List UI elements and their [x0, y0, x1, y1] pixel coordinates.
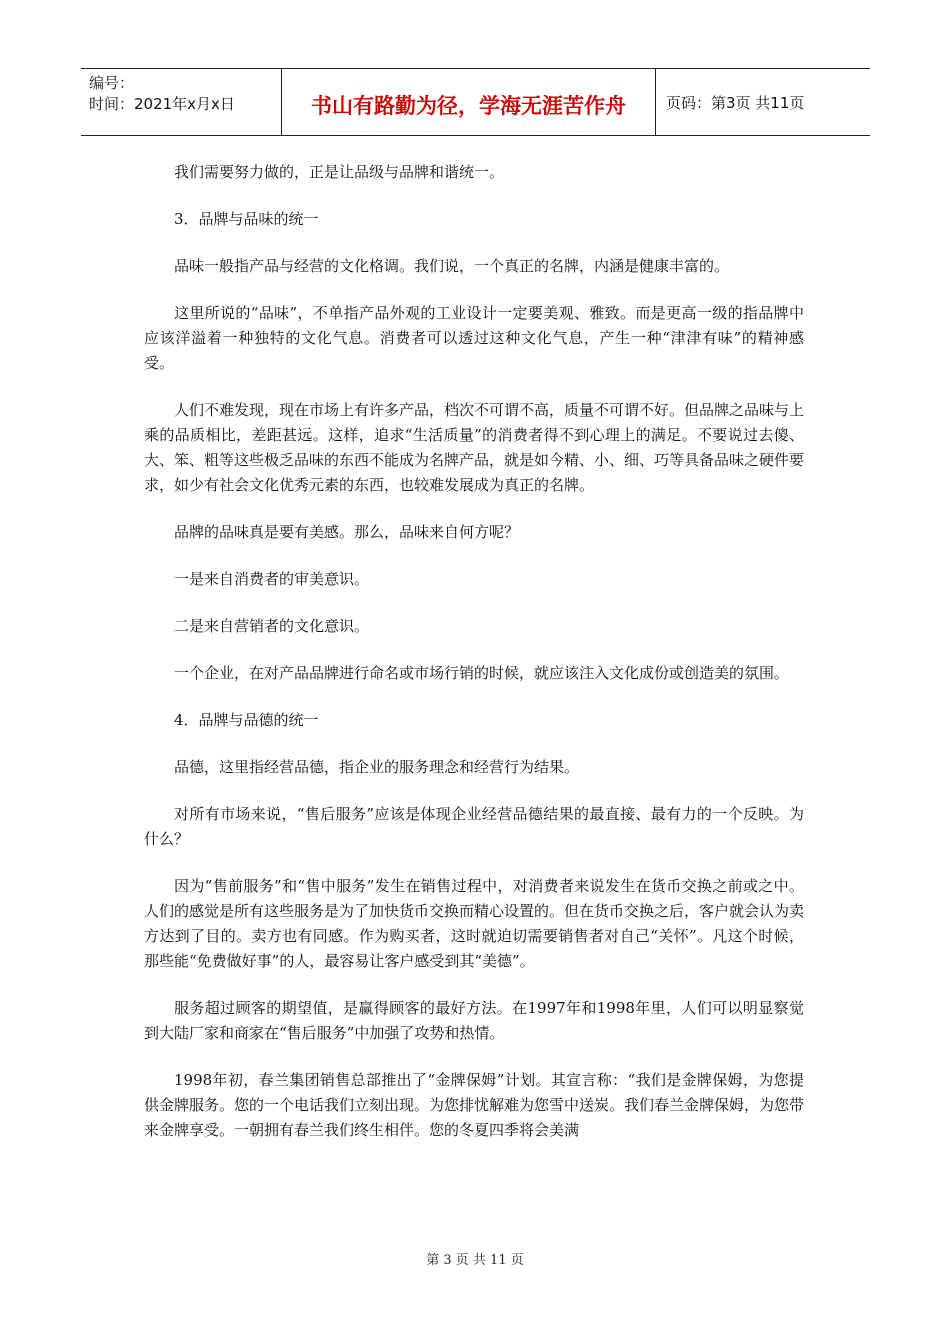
paragraph: 一个企业，在对产品品牌进行命名或市场行销的时候，就应该注入文化成份或创造美的氛围。: [174, 664, 790, 682]
header-motto: 书山有路勤为径，学海无涯苦作舟: [282, 69, 656, 135]
section-heading: 3．品牌与品味的统一: [174, 210, 319, 228]
paragraph: 服务超过顾客的期望值，是赢得顾客的最好方法。在1997年和1998年里，人们可以明显察觉到大陆厂家和商家在“售后服务”中加强了攻势和热情。: [144, 999, 804, 1042]
document-number-label: 编号：: [89, 74, 135, 92]
page-header: [81, 68, 870, 136]
paragraph: 品味一般指产品与经营的文化格调。我们说，一个真正的名牌，内涵是健康丰富的。: [174, 257, 730, 275]
paragraph: 品牌的品味真是要有美感。那么，品味来自何方呢？: [174, 523, 520, 541]
paragraph: 二是来自营销者的文化意识。: [174, 617, 370, 635]
header-info-cell: [81, 69, 282, 135]
paragraph: 一是来自消费者的审美意识。: [174, 570, 370, 588]
section-heading: 4．品牌与品德的统一: [174, 711, 319, 729]
paragraph: 人们不难发现，现在市场上有许多产品，档次不可谓不高，质量不可谓不好。但品牌之品味与上乘的品质相比，差距甚远。这样，追求“生活质量”的消费者得不到心理上的满足。不要说过去傻、大、笨、粗等这些极乏品味的东西不能成为名牌产品，就是如今精、小、细、巧等具备品味之硬件要求，如少有社会文化优秀元素的东西，也较难发展成为真正的名牌。: [144, 401, 805, 494]
paragraph: 我们需要努力做的，正是让品级与品牌和谐统一。: [174, 163, 505, 181]
page-footer: 第 3 页 共 11 页: [426, 1253, 524, 1268]
paragraph: 因为“售前服务”和“售中服务”发生在销售过程中，对消费者来说发生在货币交换之前或之中。人们的感觉是所有这些服务是为了加快货币交换而精心设置的。但在货币交换之后，客户就会认为卖方达到了目的。卖方也有同感。作为购买者，这时就迫切需要销售者对自己“关怀”。凡这个时候，那些能“免费做好事”的人，最容易让客户感受到其“美德”。: [144, 877, 805, 970]
paragraph: 这里所说的“品味”，不单指产品外观的工业设计一定要美观、雅致。而是更高一级的指品牌中应该洋溢着一种独特的文化气息。消费者可以透过这种文化气息，产生一种“津津有味”的精神感受。: [144, 304, 804, 372]
paragraph: 对所有市场来说，“售后服务”应该是体现企业经营品德结果的最直接、最有力的一个反映。为什么？: [144, 805, 804, 848]
document-body: [144, 160, 804, 1165]
document-date-label: 时间：2021年x月x日: [89, 95, 235, 113]
paragraph: 品德，这里指经营品德，指企业的服务理念和经营行为结果。: [174, 758, 580, 776]
header-page-number: 页码：第3页 共11页: [666, 93, 805, 112]
paragraph: 1998年初，春兰集团销售总部推出了“金牌保姆”计划。其宣言称：“我们是金牌保姆，为您提供金牌服务。您的一个电话我们立刻出现。为您排忧解难为您雪中送炭。我们春兰金牌保姆，为您带来金牌享受。一朝拥有春兰我们终生相伴。您的冬夏四季将会美满: [144, 1071, 805, 1139]
